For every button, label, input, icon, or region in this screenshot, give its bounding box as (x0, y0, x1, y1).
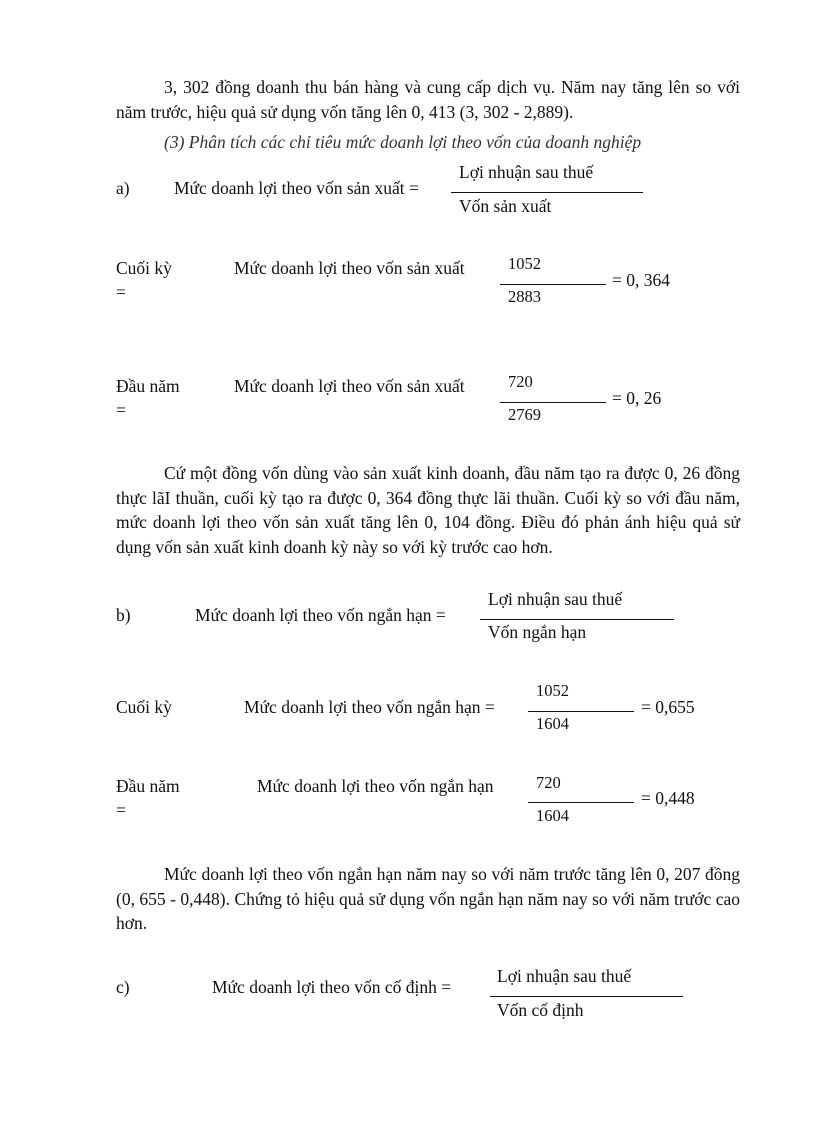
section-b-fraction-line (480, 619, 674, 620)
a-start-fraction-line (500, 402, 606, 403)
section-a-denominator: Vốn sản xuất (459, 196, 552, 216)
a-end-label: Cuối kỳ (116, 258, 172, 278)
b-start-fraction-line (528, 802, 634, 803)
section-b-paragraph: Mức doanh lợi theo vốn ngắn hạn năm nay so với năm trước tăng lên 0, 207 đồng (0, 655 - 0,448). Chứng tỏ hiệu quả sử dụng vốn ngắn hạn năm nay so với năm trước cao hơn. (116, 864, 740, 933)
a-end-eq: = (116, 282, 126, 302)
a-start-text: Mức doanh lợi theo vốn sản xuất (234, 376, 465, 396)
section-heading: (3) Phân tích các chỉ tiêu mức doanh lợi theo vốn của doanh nghiệp (164, 132, 642, 152)
b-end-denominator: 1604 (536, 714, 569, 733)
section-c-formula: Mức doanh lợi theo vốn cố định = (212, 977, 452, 997)
a-end-text: Mức doanh lợi theo vốn sản xuất (234, 258, 465, 278)
a-start-denominator: 2769 (508, 405, 541, 424)
a-start-numerator: 720 (508, 372, 533, 391)
section-a-label: a) (116, 178, 130, 198)
a-end-denominator: 2883 (508, 287, 541, 306)
section-b-formula: Mức doanh lợi theo vốn ngắn hạn = (195, 605, 446, 625)
b-start-denominator: 1604 (536, 806, 569, 825)
b-start-label: Đầu năm (116, 776, 180, 796)
a-end-result: = 0, 364 (612, 270, 670, 290)
section-c-label: c) (116, 977, 130, 997)
b-start-numerator: 720 (536, 773, 561, 792)
a-start-label: Đầu năm (116, 376, 180, 396)
section-b-numerator: Lợi nhuận sau thuế (488, 589, 623, 609)
section-c-numerator: Lợi nhuận sau thuế (497, 966, 632, 986)
a-end-numerator: 1052 (508, 254, 541, 273)
b-end-numerator: 1052 (536, 681, 569, 700)
section-b-label: b) (116, 605, 131, 625)
intro-paragraph: 3, 302 đồng doanh thu bán hàng và cung cấp dịch vụ. Năm nay tăng lên so với năm trước, hiệu quả sử dụng vốn tăng lên 0, 413 (3, 302 - 2,889). (116, 77, 740, 122)
section-a-formula: Mức doanh lợi theo vốn sản xuất = (174, 178, 419, 198)
b-start-text: Mức doanh lợi theo vốn ngắn hạn (257, 776, 494, 796)
b-end-fraction-line (528, 711, 634, 712)
b-end-text: Mức doanh lợi theo vốn ngắn hạn = (244, 697, 495, 717)
section-a-fraction-line (451, 192, 643, 193)
b-end-result: = 0,655 (641, 697, 695, 717)
section-a-paragraph: Cứ một đồng vốn dùng vào sản xuất kinh doanh, đầu năm tạo ra được 0, 26 đồng thực lãI thuần, cuối kỳ tạo ra được 0, 364 đồng thực lãi thuần. Cuối kỳ so với đầu năm, mức doanh lợi theo vốn sản xuất tăng lên 0, 104 đồng. Điều đó phản ánh hiệu quả sử dụng vốn sản xuất kinh doanh kỳ này so với kỳ trước cao hơn. (116, 463, 740, 557)
a-start-eq: = (116, 400, 126, 420)
b-start-eq: = (116, 800, 126, 820)
a-end-fraction-line (500, 284, 606, 285)
a-start-result: = 0, 26 (612, 388, 662, 408)
b-end-label: Cuối kỳ (116, 697, 172, 717)
section-c-denominator: Vốn cố định (497, 1000, 584, 1020)
section-c-fraction-line (490, 996, 683, 997)
section-b-denominator: Vốn ngắn hạn (488, 622, 587, 642)
section-a-numerator: Lợi nhuận sau thuế (459, 162, 594, 182)
b-start-result: = 0,448 (641, 788, 695, 808)
